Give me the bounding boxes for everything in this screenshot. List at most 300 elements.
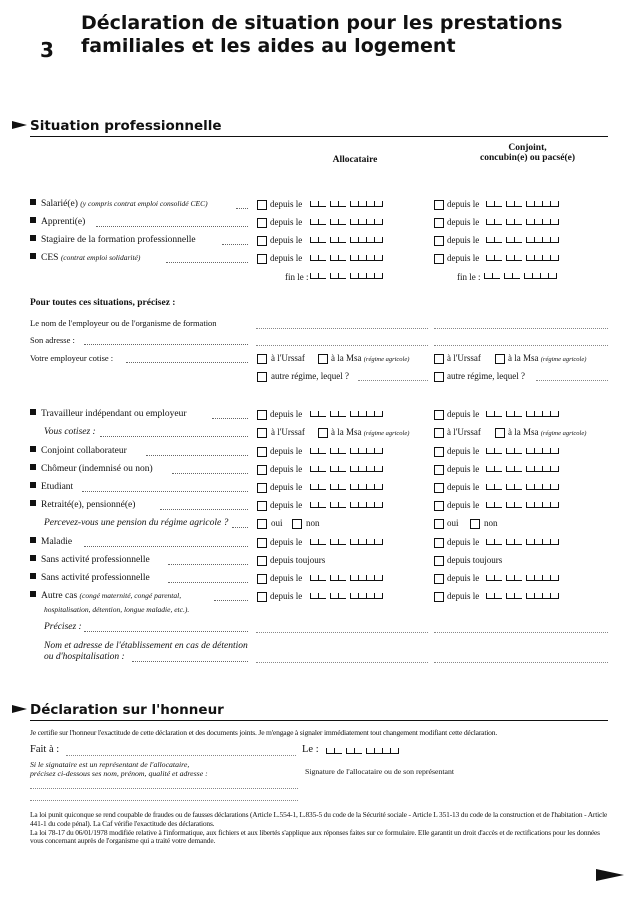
msa-checkbox-conjoint-ti[interactable] — [495, 428, 505, 438]
date-digit-cell — [486, 237, 494, 243]
date-digit-cell — [506, 575, 514, 581]
signature-label: Signature de l'allocataire ou de son représentant — [305, 767, 455, 776]
depuis-checkbox-allocataire-maladie[interactable] — [257, 538, 267, 548]
certify-text: Je certifie sur l'honneur l'exactitude de cette déclaration et des documents joints. Je m'engage à signaler immédiatement tout changement modifiant cette déclaration. — [30, 728, 498, 737]
date-digit-cell — [350, 593, 358, 599]
depuis-checkbox-allocataire-travailleur[interactable] — [257, 410, 267, 420]
date-digit-cell — [492, 273, 500, 279]
date-digit-cell — [338, 273, 346, 279]
depuis-le-label: depuis le — [447, 409, 480, 419]
date-digit-cell — [366, 201, 374, 207]
leader-dots — [236, 208, 248, 209]
date-digit-cell — [534, 237, 542, 243]
depuis-date-conjoint-autre-cas[interactable] — [486, 593, 559, 599]
depuis-checkbox-allocataire-conjoint-collaborateur-row[interactable] — [257, 447, 267, 457]
non-label: non — [484, 518, 498, 528]
date-digit-cell — [346, 748, 354, 754]
urssaf-label: à l'Urssaf — [447, 427, 481, 437]
autre-cas-row — [30, 591, 181, 601]
depuis-le-label: depuis le — [447, 235, 480, 245]
date-digit-cell — [374, 201, 383, 207]
adresse-input-conjoint[interactable] — [434, 345, 608, 346]
date-digit-cell — [506, 466, 514, 472]
date-digit-cell — [514, 575, 522, 581]
leader-dots — [146, 455, 248, 456]
law-informatique: La loi 78-17 du 06/01/1978 modifiée relative à l'informatique, aux fichiers et aux libertés s'applique aux réponses faites sur ce formulaire. Elle garantit un droit d'accès et de rectifications pour les données vous concernant auprès de l'organisme qui a traité votre demande. — [30, 827, 600, 846]
section-rule — [30, 136, 608, 137]
depuis-le-label: depuis le — [447, 217, 480, 227]
date-digit-cell — [330, 593, 338, 599]
date-digit-cell — [526, 201, 534, 207]
date-digit-cell — [534, 502, 542, 508]
depuis-checkbox-conjoint-a3[interactable] — [434, 254, 444, 264]
date-digit-cell — [526, 484, 534, 490]
date-digit-cell — [526, 255, 534, 261]
date-digit-cell — [374, 575, 383, 581]
date-digit-cell — [330, 273, 338, 279]
date-digit-cell — [550, 575, 559, 581]
date-digit-cell — [534, 539, 542, 545]
date-digit-cell — [310, 575, 318, 581]
depuis-checkbox-conjoint-travailleur[interactable] — [434, 410, 444, 420]
depuis-le-label: depuis le — [447, 446, 480, 456]
urssaf-checkbox-conjoint[interactable] — [434, 354, 444, 364]
depuis-checkbox-conjoint-autre-cas[interactable] — [434, 592, 444, 602]
date-digit-cell — [318, 502, 326, 508]
date-digit-cell — [506, 502, 514, 508]
bullet-icon — [30, 591, 36, 597]
pension-non-checkbox-allocataire[interactable] — [292, 519, 302, 529]
date-digit-cell — [514, 411, 522, 417]
nom-adresse-line-1: Nom et adresse de l'établissement en cas de détention — [44, 641, 248, 651]
fin-le-date-conjoint[interactable] — [484, 273, 557, 279]
date-digit-cell — [338, 466, 346, 472]
depuis-checkbox-allocataire-a3[interactable] — [257, 254, 267, 264]
depuis-checkbox-conjoint-etudiant-row[interactable] — [434, 483, 444, 493]
date-digit-cell — [358, 255, 366, 261]
date-digit-cell — [550, 411, 559, 417]
date-digit-cell — [338, 448, 346, 454]
bullet-icon — [30, 217, 36, 223]
date-digit-cell — [542, 255, 550, 261]
date-digit-cell — [330, 466, 338, 472]
nom-adresse-line-2: ou d'hospitalisation : — [44, 652, 125, 662]
date-digit-cell — [318, 484, 326, 490]
date-digit-cell — [514, 539, 522, 545]
cotise-dots — [126, 362, 248, 363]
date-digit-cell — [486, 411, 494, 417]
date-digit-cell — [354, 748, 362, 754]
section-declaration-heading: Déclaration sur l'honneur — [12, 702, 224, 718]
retraite-row — [30, 500, 135, 510]
autre-cas-row-note: (congé maternité, congé parental, — [79, 591, 182, 600]
travailleur-row-text: Travailleur indépendant ou employeur — [41, 409, 187, 419]
date-digit-cell — [486, 539, 494, 545]
autre-regime-checkbox-conjoint[interactable] — [434, 372, 444, 382]
precisez-input-conjoint[interactable] — [434, 632, 608, 633]
urssaf-checkbox-conjoint-ti[interactable] — [434, 428, 444, 438]
date-digit-cell — [358, 484, 366, 490]
msa-label — [331, 427, 409, 437]
date-digit-cell — [358, 593, 366, 599]
pension-oui-checkbox-conjoint[interactable] — [434, 519, 444, 529]
date-digit-cell — [374, 484, 383, 490]
date-digit-cell — [338, 219, 346, 225]
date-digit-cell — [486, 201, 494, 207]
date-digit-cell — [358, 201, 366, 207]
date-digit-cell — [542, 201, 550, 207]
sans-activite-row — [30, 573, 150, 583]
date-digit-cell — [550, 219, 559, 225]
date-digit-cell — [542, 539, 550, 545]
page-number: 3 — [40, 38, 54, 62]
non-label: non — [306, 518, 320, 528]
date-digit-cell — [514, 255, 522, 261]
date-digit-cell — [514, 484, 522, 490]
urssaf-checkbox-allocataire[interactable] — [257, 354, 267, 364]
date-digit-cell — [366, 575, 374, 581]
date-digit-cell — [486, 484, 494, 490]
precisez-input-allocataire[interactable] — [256, 632, 428, 633]
date-digit-cell — [550, 255, 559, 261]
date-digit-cell — [494, 466, 502, 472]
date-digit-cell — [366, 273, 374, 279]
date-digit-cell — [338, 237, 346, 243]
date-digit-cell — [542, 411, 550, 417]
depuis-checkbox-conjoint-retraite-row[interactable] — [434, 501, 444, 511]
representant-input-1[interactable] — [30, 788, 298, 789]
date-digit-cell — [504, 273, 512, 279]
date-digit-cell — [374, 502, 383, 508]
date-digit-cell — [514, 219, 522, 225]
date-digit-cell — [358, 466, 366, 472]
depuis-toujours-checkbox-allocataire[interactable] — [257, 556, 267, 566]
date-digit-cell — [366, 219, 374, 225]
date-digit-cell — [506, 237, 514, 243]
depuis-checkbox-conjoint-conjoint-collaborateur-row[interactable] — [434, 447, 444, 457]
representant-input-2[interactable] — [30, 800, 298, 801]
date-digit-cell — [350, 466, 358, 472]
date-digit-cell — [486, 575, 494, 581]
date-digit-cell — [366, 448, 374, 454]
date-digit-cell — [338, 539, 346, 545]
depuis-date-allocataire-a3[interactable] — [310, 255, 383, 261]
date-digit-cell — [374, 237, 383, 243]
date-digit-cell — [550, 466, 559, 472]
situation-row-3-note: (contrat emploi solidarité) — [60, 253, 141, 262]
column-header-conjoint: Conjoint, concubin(e) ou pacsé(e) — [480, 143, 575, 163]
nom-adresse-input-conjoint[interactable] — [434, 662, 608, 663]
depuis-checkbox-allocataire-retraite-row[interactable] — [257, 501, 267, 511]
depuis-checkbox-conjoint-a0[interactable] — [434, 200, 444, 210]
depuis-le-label: depuis le — [447, 537, 480, 547]
depuis-date-conjoint-maladie[interactable] — [486, 539, 559, 545]
autre-regime-checkbox-allocataire[interactable] — [257, 372, 267, 382]
depuis-date-conjoint-a3[interactable] — [486, 255, 559, 261]
date-digit-cell — [506, 219, 514, 225]
date-digit-cell — [526, 219, 534, 225]
date-digit-cell — [550, 448, 559, 454]
signataire-line-1: Si le signataire est un représentant de l'allocataire, — [30, 760, 190, 769]
section-rule — [30, 720, 608, 721]
depuis-le-label: depuis le — [447, 482, 480, 492]
depuis-checkbox-conjoint-maladie[interactable] — [434, 538, 444, 548]
date-digit-cell — [350, 411, 358, 417]
date-digit-cell — [310, 502, 318, 508]
date-digit-cell — [330, 448, 338, 454]
depuis-date-allocataire-retraite-row[interactable] — [310, 502, 383, 508]
date-digit-cell — [330, 484, 338, 490]
date-digit-cell — [310, 466, 318, 472]
precisez-label: Précisez : — [44, 622, 82, 632]
date-digit-cell — [318, 593, 326, 599]
date-digit-cell — [494, 201, 502, 207]
date-digit-cell — [358, 219, 366, 225]
depuis-checkbox-allocataire-a1[interactable] — [257, 218, 267, 228]
precisez-heading: Pour toutes ces situations, précisez : — [30, 298, 176, 308]
depuis-checkbox-conjoint-chomeur-row[interactable] — [434, 465, 444, 475]
msa-text: à la Msa — [331, 427, 362, 437]
msa-checkbox-allocataire-ti[interactable] — [318, 428, 328, 438]
date-digit-cell — [366, 593, 374, 599]
date-digit-cell — [374, 748, 382, 754]
urssaf-label: à l'Urssaf — [271, 427, 305, 437]
depuis-le-label: depuis le — [270, 446, 303, 456]
leader-dots — [168, 582, 248, 583]
date-digit-cell — [358, 237, 366, 243]
depuis-date-allocataire-chomeur-row[interactable] — [310, 466, 383, 472]
situation-row-3 — [30, 253, 140, 263]
situation-row-2 — [30, 235, 196, 245]
date-digit-cell — [542, 593, 550, 599]
date-digit-cell — [506, 201, 514, 207]
leader-dots — [82, 491, 248, 492]
regime-agricole-note: (régime agricole) — [540, 430, 587, 437]
date-digit-cell — [534, 575, 542, 581]
depuis-date-allocataire-travailleur[interactable] — [310, 411, 383, 417]
etudiant-row — [30, 482, 73, 492]
depuis-checkbox-allocataire-a0[interactable] — [257, 200, 267, 210]
bullet-icon — [30, 555, 36, 561]
pension-oui-checkbox-allocataire[interactable] — [257, 519, 267, 529]
date-digit-cell — [550, 484, 559, 490]
depuis-date-conjoint-chomeur-row[interactable] — [486, 466, 559, 472]
depuis-checkbox-conjoint-a1[interactable] — [434, 218, 444, 228]
date-digit-cell — [366, 466, 374, 472]
date-digit-cell — [350, 273, 358, 279]
date-digit-cell — [484, 273, 492, 279]
msa-label: à la Msa (régime agricole) — [331, 353, 410, 363]
conjoint-collaborateur-row-text: Conjoint collaborateur — [41, 446, 127, 456]
depuis-checkbox-allocataire-autre-cas[interactable] — [257, 592, 267, 602]
urssaf-checkbox-allocataire-ti[interactable] — [257, 428, 267, 438]
bullet-icon — [30, 464, 36, 470]
maladie-row — [30, 537, 72, 547]
date-digit-cell — [374, 219, 383, 225]
date-digit-cell — [318, 448, 326, 454]
date-digit-cell — [374, 448, 383, 454]
date-digit-cell — [310, 255, 318, 261]
situation-row-3-text: CES — [41, 253, 59, 263]
date-digit-cell — [318, 466, 326, 472]
depuis-le-label: depuis le — [270, 464, 303, 474]
date-digit-cell — [542, 466, 550, 472]
date-digit-cell — [338, 593, 346, 599]
date-digit-cell — [358, 411, 366, 417]
depuis-le-label: depuis le — [447, 500, 480, 510]
date-digit-cell — [358, 575, 366, 581]
date-digit-cell — [534, 448, 542, 454]
date-digit-cell — [318, 273, 326, 279]
urssaf-label: à l'Urssaf — [447, 353, 481, 363]
msa-label: à la Msa (régime agricole) — [508, 353, 587, 363]
date-digit-cell — [526, 593, 534, 599]
autre-regime-input-conjoint[interactable] — [536, 380, 608, 381]
column-header-allocataire: Allocataire — [332, 155, 378, 165]
date-digit-cell — [330, 219, 338, 225]
depuis-date-conjoint-sans-activite[interactable] — [486, 575, 559, 581]
leader-dots — [132, 661, 248, 662]
date-digit-cell — [350, 575, 358, 581]
depuis-date-conjoint-retraite-row[interactable] — [486, 502, 559, 508]
depuis-date-allocataire-maladie[interactable] — [310, 539, 383, 545]
date-digit-cell — [494, 539, 502, 545]
date-digit-cell — [506, 255, 514, 261]
date-digit-cell — [366, 502, 374, 508]
date-digit-cell — [526, 502, 534, 508]
date-digit-cell — [506, 411, 514, 417]
fin-le-label-conjoint: fin le : — [457, 272, 481, 282]
depuis-date-conjoint-conjoint-collaborateur-row[interactable] — [486, 448, 559, 454]
date-digit-cell — [358, 273, 366, 279]
autre-regime-label: autre régime, lequel ? — [447, 371, 525, 381]
le-date[interactable] — [326, 748, 399, 754]
date-digit-cell — [534, 466, 542, 472]
date-digit-cell — [486, 502, 494, 508]
employeur-input-allocataire[interactable] — [256, 328, 428, 329]
depuis-checkbox-conjoint-sans-activite[interactable] — [434, 574, 444, 584]
employeur-input-conjoint[interactable] — [434, 328, 608, 329]
leader-dots — [84, 631, 248, 632]
pension-non-checkbox-conjoint[interactable] — [470, 519, 480, 529]
depuis-le-label: depuis le — [447, 253, 480, 263]
depuis-date-allocataire-autre-cas[interactable] — [310, 593, 383, 599]
date-digit-cell — [534, 593, 542, 599]
date-digit-cell — [350, 502, 358, 508]
depuis-date-allocataire-etudiant-row[interactable] — [310, 484, 383, 490]
date-digit-cell — [310, 484, 318, 490]
depuis-date-allocataire-a2[interactable] — [310, 237, 383, 243]
depuis-checkbox-allocataire-sans-activite[interactable] — [257, 574, 267, 584]
fin-le-date-allocataire[interactable] — [310, 273, 383, 279]
date-digit-cell — [366, 237, 374, 243]
depuis-date-conjoint-etudiant-row[interactable] — [486, 484, 559, 490]
leader-dots — [212, 418, 248, 419]
date-digit-cell — [494, 575, 502, 581]
date-digit-cell — [330, 539, 338, 545]
date-digit-cell — [550, 237, 559, 243]
depuis-date-allocataire-sans-activite[interactable] — [310, 575, 383, 581]
date-digit-cell — [514, 502, 522, 508]
date-digit-cell — [512, 273, 520, 279]
date-digit-cell — [550, 502, 559, 508]
depuis-le-label: depuis le — [270, 482, 303, 492]
date-digit-cell — [330, 255, 338, 261]
date-digit-cell — [358, 502, 366, 508]
date-digit-cell — [338, 255, 346, 261]
depuis-date-conjoint-a0[interactable] — [486, 201, 559, 207]
date-digit-cell — [542, 448, 550, 454]
date-digit-cell — [338, 502, 346, 508]
date-digit-cell — [542, 502, 550, 508]
depuis-date-allocataire-conjoint-collaborateur-row[interactable] — [310, 448, 383, 454]
regime-agricole-note: (régime agricole) — [363, 430, 410, 437]
date-digit-cell — [366, 539, 374, 545]
autre-regime-input-allocataire[interactable] — [358, 380, 428, 381]
cotise-label: Votre employeur cotise : — [30, 353, 114, 363]
depuis-date-conjoint-a1[interactable] — [486, 219, 559, 225]
depuis-date-conjoint-travailleur[interactable] — [486, 411, 559, 417]
next-page-arrow-icon[interactable] — [596, 869, 624, 881]
date-digit-cell — [310, 219, 318, 225]
date-digit-cell — [350, 255, 358, 261]
depuis-le-label: depuis le — [270, 217, 303, 227]
depuis-date-allocataire-a0[interactable] — [310, 201, 383, 207]
page-title — [81, 12, 621, 58]
fin-le-label-allocataire: fin le : — [285, 272, 309, 282]
situation-row-1-text: Apprenti(e) — [41, 217, 86, 227]
depuis-checkbox-allocataire-a2[interactable] — [257, 236, 267, 246]
depuis-le-label: depuis le — [270, 199, 303, 209]
bullet-icon — [30, 253, 36, 259]
bullet-icon — [30, 409, 36, 415]
fait-a-input[interactable] — [66, 755, 296, 756]
adresse-input-allocataire[interactable] — [256, 345, 428, 346]
depuis-checkbox-allocataire-etudiant-row[interactable] — [257, 483, 267, 493]
bullet-icon — [30, 446, 36, 452]
msa-checkbox-allocataire[interactable] — [318, 354, 328, 364]
date-digit-cell — [310, 201, 318, 207]
date-digit-cell — [330, 411, 338, 417]
depuis-checkbox-allocataire-chomeur-row[interactable] — [257, 465, 267, 475]
vous-cotisez-label: Vous cotisez : — [44, 427, 96, 437]
date-digit-cell — [524, 273, 532, 279]
situation-row-0-note: (y compris contrat emploi consolidé CEC) — [80, 199, 208, 208]
sans-activite-toujours-row-text: Sans activité professionnelle — [41, 555, 150, 565]
sans-activite-toujours-row — [30, 555, 150, 565]
msa-checkbox-conjoint[interactable] — [495, 354, 505, 364]
leader-dots — [100, 436, 248, 437]
depuis-le-label: depuis le — [447, 464, 480, 474]
adresse-label: Son adresse : — [30, 335, 75, 345]
date-digit-cell — [350, 484, 358, 490]
situation-row-0-text: Salarié(e) — [41, 199, 78, 209]
depuis-checkbox-conjoint-a2[interactable] — [434, 236, 444, 246]
title-line-2: familiales et les aides au logement — [81, 35, 456, 57]
date-digit-cell — [310, 539, 318, 545]
etudiant-row-text: Etudiant — [41, 482, 74, 492]
nom-adresse-input-allocataire[interactable] — [256, 662, 428, 663]
retraite-row-text: Retraité(e), pensionné(e) — [41, 500, 136, 510]
date-digit-cell — [358, 539, 366, 545]
depuis-toujours-checkbox-conjoint[interactable] — [434, 556, 444, 566]
date-digit-cell — [318, 237, 326, 243]
depuis-date-conjoint-a2[interactable] — [486, 237, 559, 243]
date-digit-cell — [526, 575, 534, 581]
date-digit-cell — [506, 448, 514, 454]
depuis-date-allocataire-a1[interactable] — [310, 219, 383, 225]
leader-dots — [96, 226, 248, 227]
